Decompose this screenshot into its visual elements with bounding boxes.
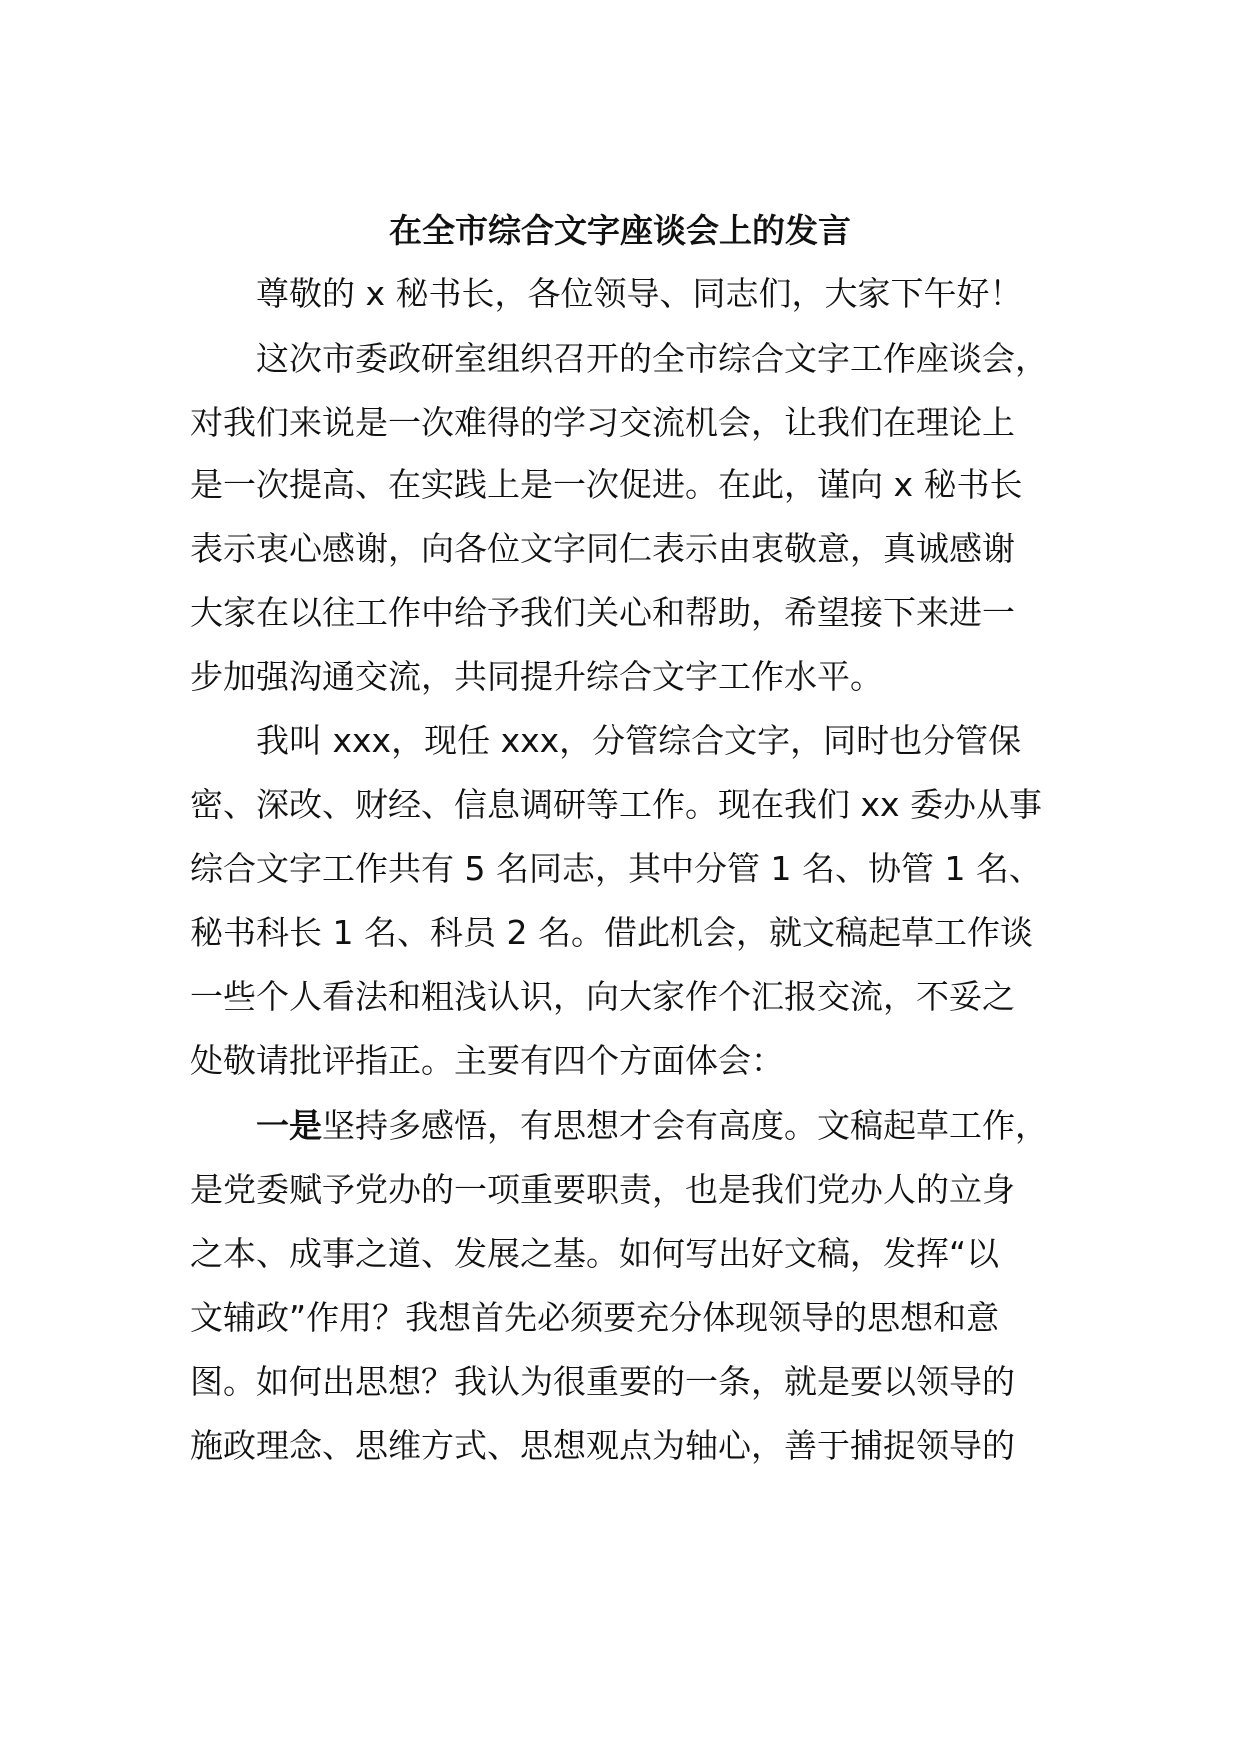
text-line: 我叫 xxx，现任 xxx，分管综合文字，同时也分管保 xyxy=(256,721,1022,760)
text-line: 秘书科长 1 名、科员 2 名。借此机会，就文稿起草工作谈 xyxy=(190,913,1033,952)
text-line: 图。如何出思想？我认为很重要的一条，就是要以领导的 xyxy=(190,1362,1015,1401)
text-line: 步加强沟通交流，共同提升综合文字工作水平。 xyxy=(190,657,883,696)
text-line: 这次市委政研室组织召开的全市综合文字工作座谈会， xyxy=(256,339,1048,378)
text-line: 一些个人看法和粗浅认识，向大家作个汇报交流，不妥之 xyxy=(190,977,1015,1016)
text-line: 密、深改、财经、信息调研等工作。现在我们 xx 委办从事 xyxy=(190,785,1043,824)
text-line: 综合文字工作共有 5 名同志，其中分管 1 名、协管 1 名、 xyxy=(190,849,1042,888)
text-line: 之本、成事之道、发展之基。如何写出好文稿，发挥“以 xyxy=(190,1234,1000,1273)
greeting-line: 尊敬的 x 秘书长，各位领导、同志们，大家下午好！ xyxy=(256,274,1023,313)
point-one-first-line xyxy=(256,1093,1070,1159)
text-line: 是党委赋予党办的一项重要职责，也是我们党办人的立身 xyxy=(190,1170,1015,1209)
text-line: 文辅政”作用？我想首先必须要充分体现领导的思想和意 xyxy=(190,1298,1000,1337)
text-line: 表示衷心感谢，向各位文字同仁表示由衷敬意，真诚感谢 xyxy=(190,529,1015,568)
text-line: 对我们来说是一次难得的学习交流机会，让我们在理论上 xyxy=(190,403,1015,442)
text-line: 处敬请批评指正。主要有四个方面体会： xyxy=(190,1041,784,1080)
point-one-lead: 一是 xyxy=(256,1106,322,1145)
point-one-text: 坚持多感悟，有思想才会有高度。文稿起草工作， xyxy=(322,1106,1048,1145)
text-line: 是一次提高、在实践上是一次促进。在此，谨向 x 秘书长 xyxy=(190,465,1023,504)
document-title: 在全市综合文字座谈会上的发言 xyxy=(389,211,851,250)
text-line: 施政理念、思维方式、思想观点为轴心，善于捕捉领导的 xyxy=(190,1426,1015,1465)
text-line: 大家在以往工作中给予我们关心和帮助，希望接下来进一 xyxy=(190,593,1015,632)
